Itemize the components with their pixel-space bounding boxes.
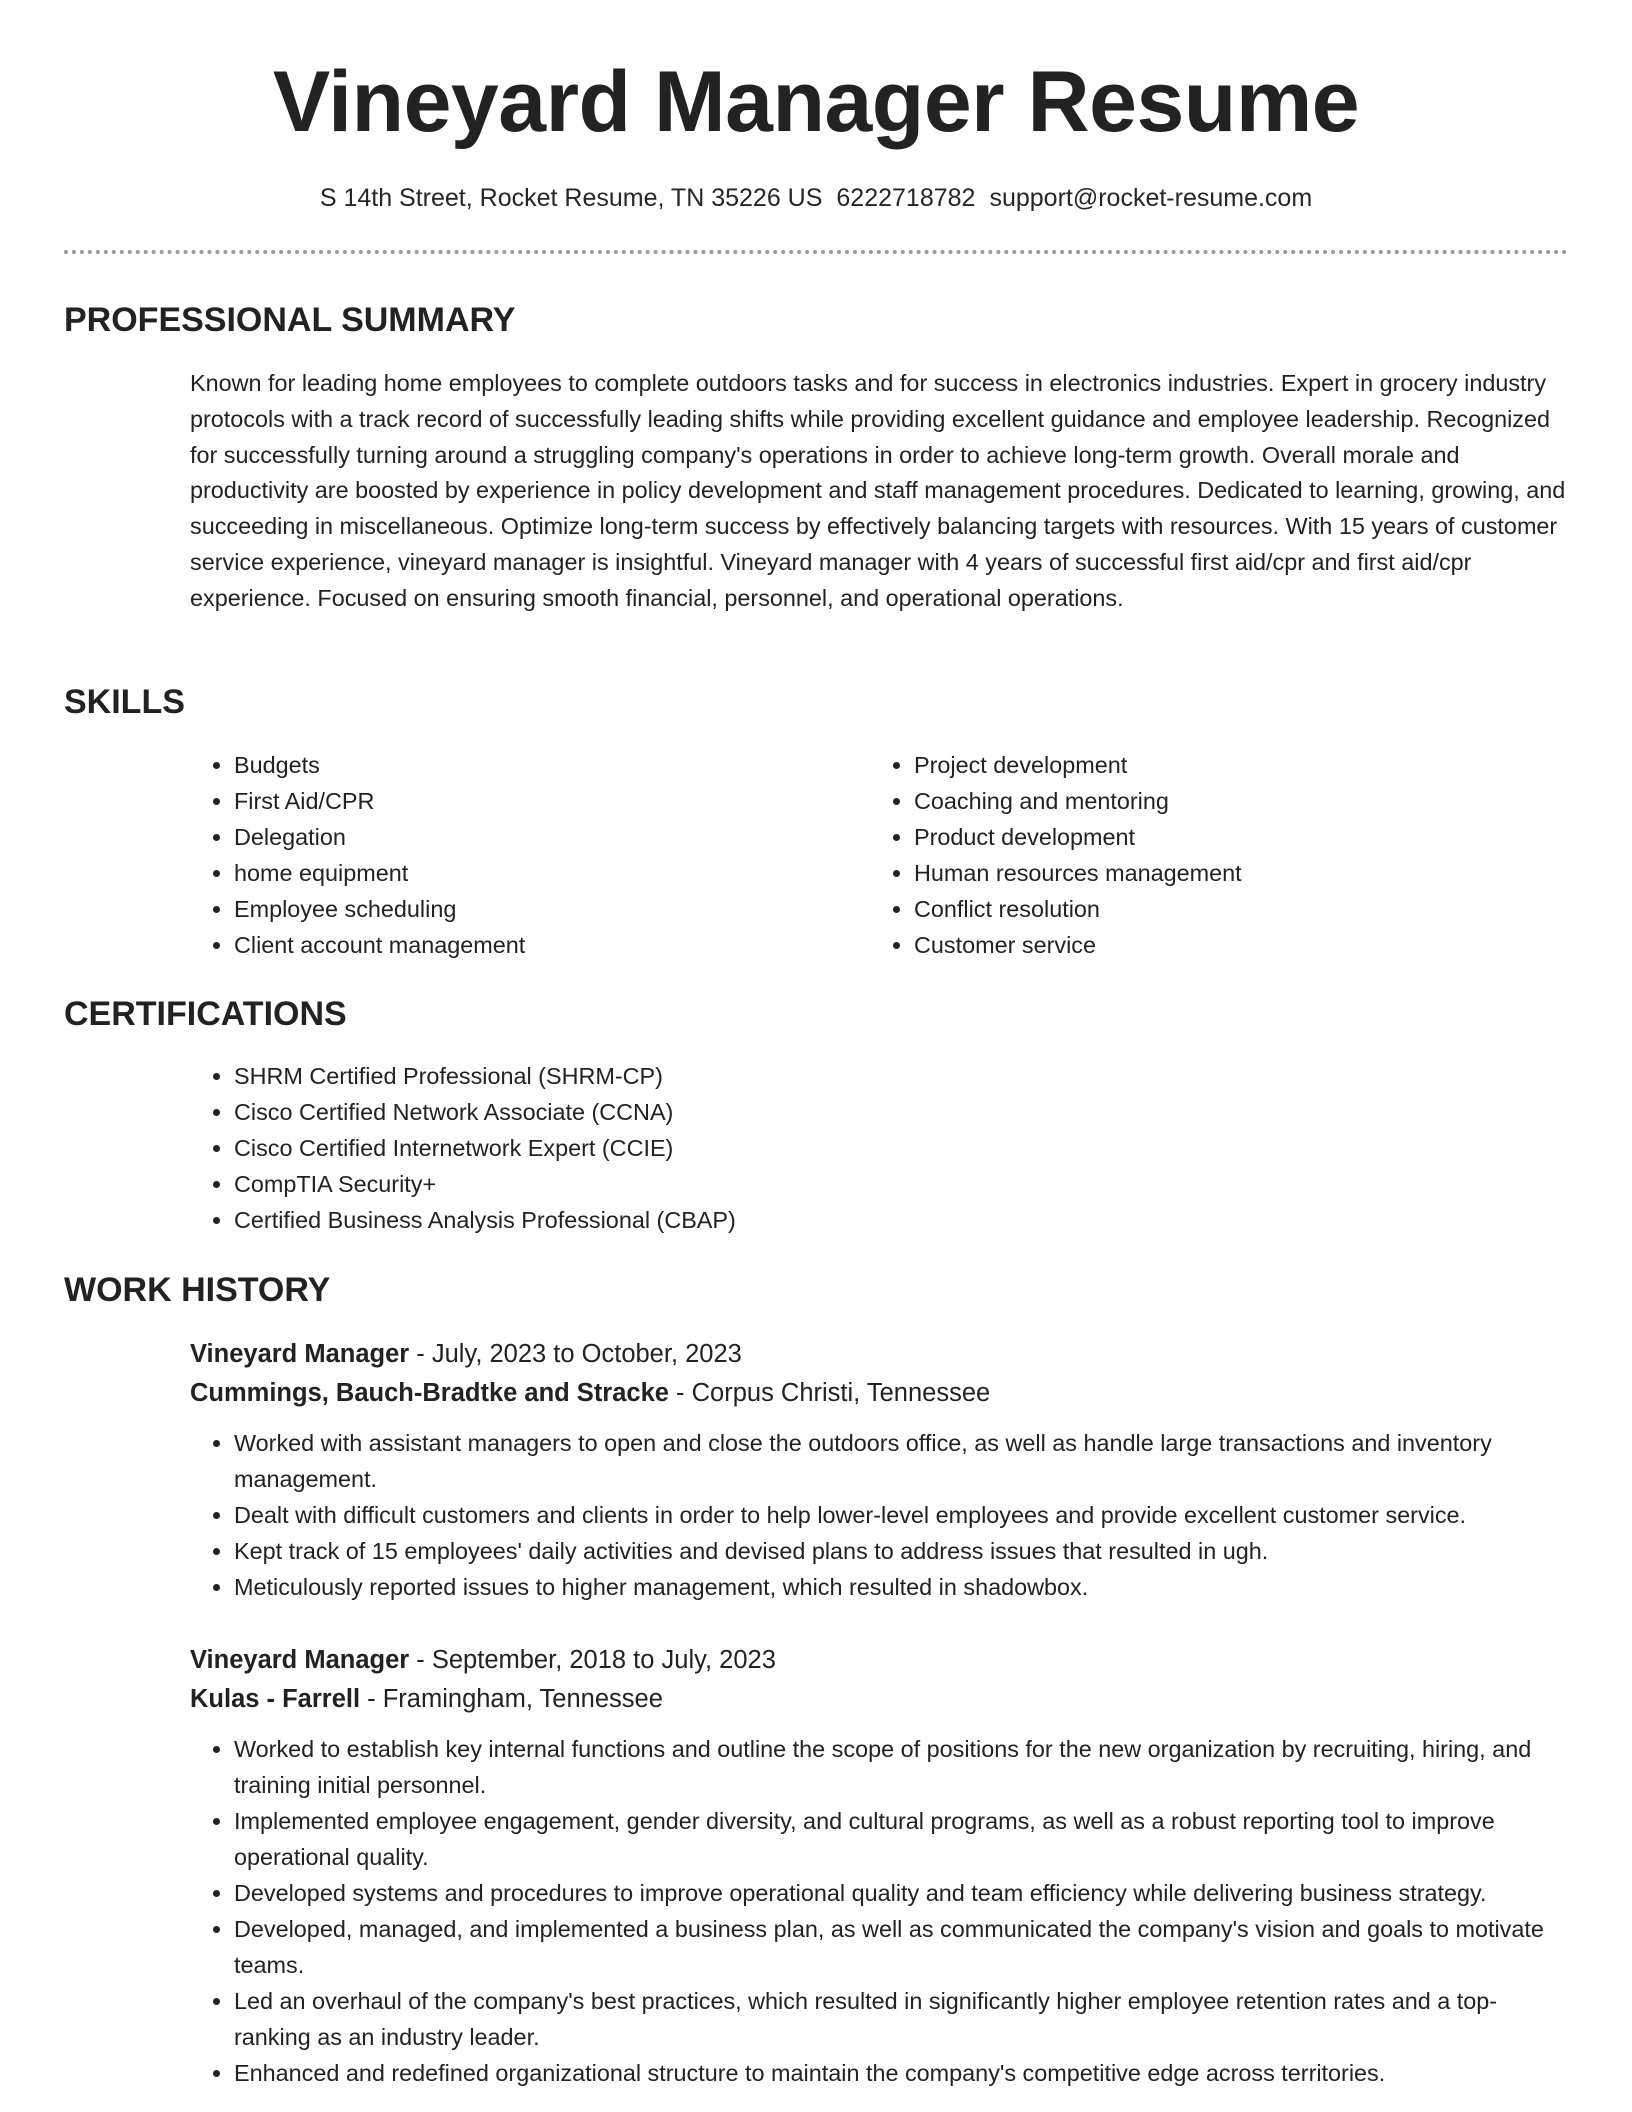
job-title-line bbox=[190, 1335, 1570, 1374]
skills-list-left bbox=[190, 747, 810, 963]
certification-item: • Cisco Certified Network Associate (CCNA) bbox=[234, 1094, 1390, 1130]
job-bullet: • Kept track of 15 employees' daily activities and devised plans to address issues that resulted in ugh. bbox=[234, 1533, 1570, 1569]
work-history-heading: WORK HISTORY bbox=[64, 1271, 331, 1309]
skill-item: • Customer service bbox=[914, 927, 1490, 963]
skill-item: • Conflict resolution bbox=[914, 891, 1490, 927]
skills-heading: SKILLS bbox=[64, 683, 185, 721]
skill-item: • Coaching and mentoring bbox=[914, 783, 1490, 819]
certification-item: • Cisco Certified Internetwork Expert (CCIE) bbox=[234, 1130, 1390, 1166]
job-bullet: • Meticulously reported issues to higher management, which resulted in shadowbox. bbox=[234, 1569, 1570, 1605]
summary-text: Known for leading home employees to complete outdoors tasks and for success in electronics industries. Expert in grocery industry protocols with a track record of successfully leading shifts while providing excellent guidance and employee leadership. Recognized for successfully turning around a struggling company's operations in order to achieve long-term growth. Overall morale and productivity are boosted by experience in policy development and staff management procedures. Dedicated to learning, growing, and succeeding in miscellaneous. Optimize long-term success by effectively balancing targets with resources. With 15 years of customer service experience, vineyard manager is insightful. Vineyard manager with 4 years of successful first aid/cpr and first aid/cpr experience. Focused on ensuring smooth financial, personnel, and operational operations. bbox=[190, 370, 1566, 611]
job-company: Kulas - Farrell bbox=[190, 1685, 361, 1713]
certification-item: • SHRM Certified Professional (SHRM-CP) bbox=[234, 1058, 1390, 1094]
skill-item: • Budgets bbox=[234, 747, 810, 783]
job-dates: - September, 2018 to July, 2023 bbox=[409, 1646, 776, 1674]
summary-heading: PROFESSIONAL SUMMARY bbox=[64, 301, 516, 339]
certifications-list bbox=[190, 1058, 1390, 1238]
job-location: - Framingham, Tennessee bbox=[360, 1685, 663, 1713]
certification-item: • CompTIA Security+ bbox=[234, 1166, 1390, 1202]
header-divider bbox=[64, 250, 1568, 254]
job-title: Vineyard Manager bbox=[190, 1340, 410, 1368]
resume-title: Vineyard Manager Resume bbox=[272, 54, 1360, 150]
address-text: S 14th Street, Rocket Resume, TN 35226 US bbox=[319, 184, 823, 212]
skill-item: • Employee scheduling bbox=[234, 891, 810, 927]
skills-column-right bbox=[870, 747, 1490, 963]
skill-item: • Human resources management bbox=[914, 855, 1490, 891]
phone-text: 6222718782 bbox=[836, 184, 976, 212]
skill-item: • home equipment bbox=[234, 855, 810, 891]
certification-item: • Certified Business Analysis Professional (CBAP) bbox=[234, 1202, 1390, 1238]
job-bullet: • Dealt with difficult customers and clients in order to help lower-level employees and provide excellent customer service. bbox=[234, 1497, 1570, 1533]
skill-item: • Product development bbox=[914, 819, 1490, 855]
job-bullets bbox=[190, 1731, 1570, 2091]
job-bullet: • Developed, managed, and implemented a business plan, as well as communicated the company's vision and goals to motivate teams. bbox=[234, 1911, 1570, 1983]
job-bullet: • Worked to establish key internal functions and outline the scope of positions for the new organization by recruiting, hiring, and training initial personnel. bbox=[234, 1731, 1570, 1803]
contact-line bbox=[64, 180, 1568, 216]
skills-column-left bbox=[190, 747, 810, 963]
job-bullet: • Worked with assistant managers to open and close the outdoors office, as well as handle large transactions and inventory management. bbox=[234, 1425, 1570, 1497]
job-title: Vineyard Manager bbox=[190, 1646, 410, 1674]
job-company-line bbox=[190, 1680, 1570, 1719]
skill-item: • Client account management bbox=[234, 927, 810, 963]
certifications-heading: CERTIFICATIONS bbox=[64, 995, 347, 1033]
job-bullet: • Developed systems and procedures to improve operational quality and team efficiency while delivering business strategy. bbox=[234, 1875, 1570, 1911]
job-entry bbox=[190, 1641, 1570, 2091]
job-company: Cummings, Bauch-Bradtke and Stracke bbox=[190, 1379, 669, 1407]
skill-item: • First Aid/CPR bbox=[234, 783, 810, 819]
job-entry bbox=[190, 1335, 1570, 1605]
skills-list-right bbox=[870, 747, 1490, 963]
email-text: support@rocket-resume.com bbox=[989, 184, 1313, 212]
job-dates: - July, 2023 to October, 2023 bbox=[409, 1340, 742, 1368]
job-bullet: • Enhanced and redefined organizational structure to maintain the company's competitive edge across territories. bbox=[234, 2055, 1570, 2091]
skill-item: • Project development bbox=[914, 747, 1490, 783]
certifications-block bbox=[190, 1058, 1390, 1238]
job-location: - Corpus Christi, Tennessee bbox=[668, 1379, 991, 1407]
job-bullet: • Led an overhaul of the company's best practices, which resulted in significantly higher employee retention rates and a top-ranking as an industry leader. bbox=[234, 1983, 1570, 2055]
skill-item: • Delegation bbox=[234, 819, 810, 855]
job-bullets bbox=[190, 1425, 1570, 1605]
job-title-line bbox=[190, 1641, 1570, 1680]
job-bullet: • Implemented employee engagement, gender diversity, and cultural programs, as well as a robust reporting tool to improve operational quality. bbox=[234, 1803, 1570, 1875]
job-company-line bbox=[190, 1374, 1570, 1413]
